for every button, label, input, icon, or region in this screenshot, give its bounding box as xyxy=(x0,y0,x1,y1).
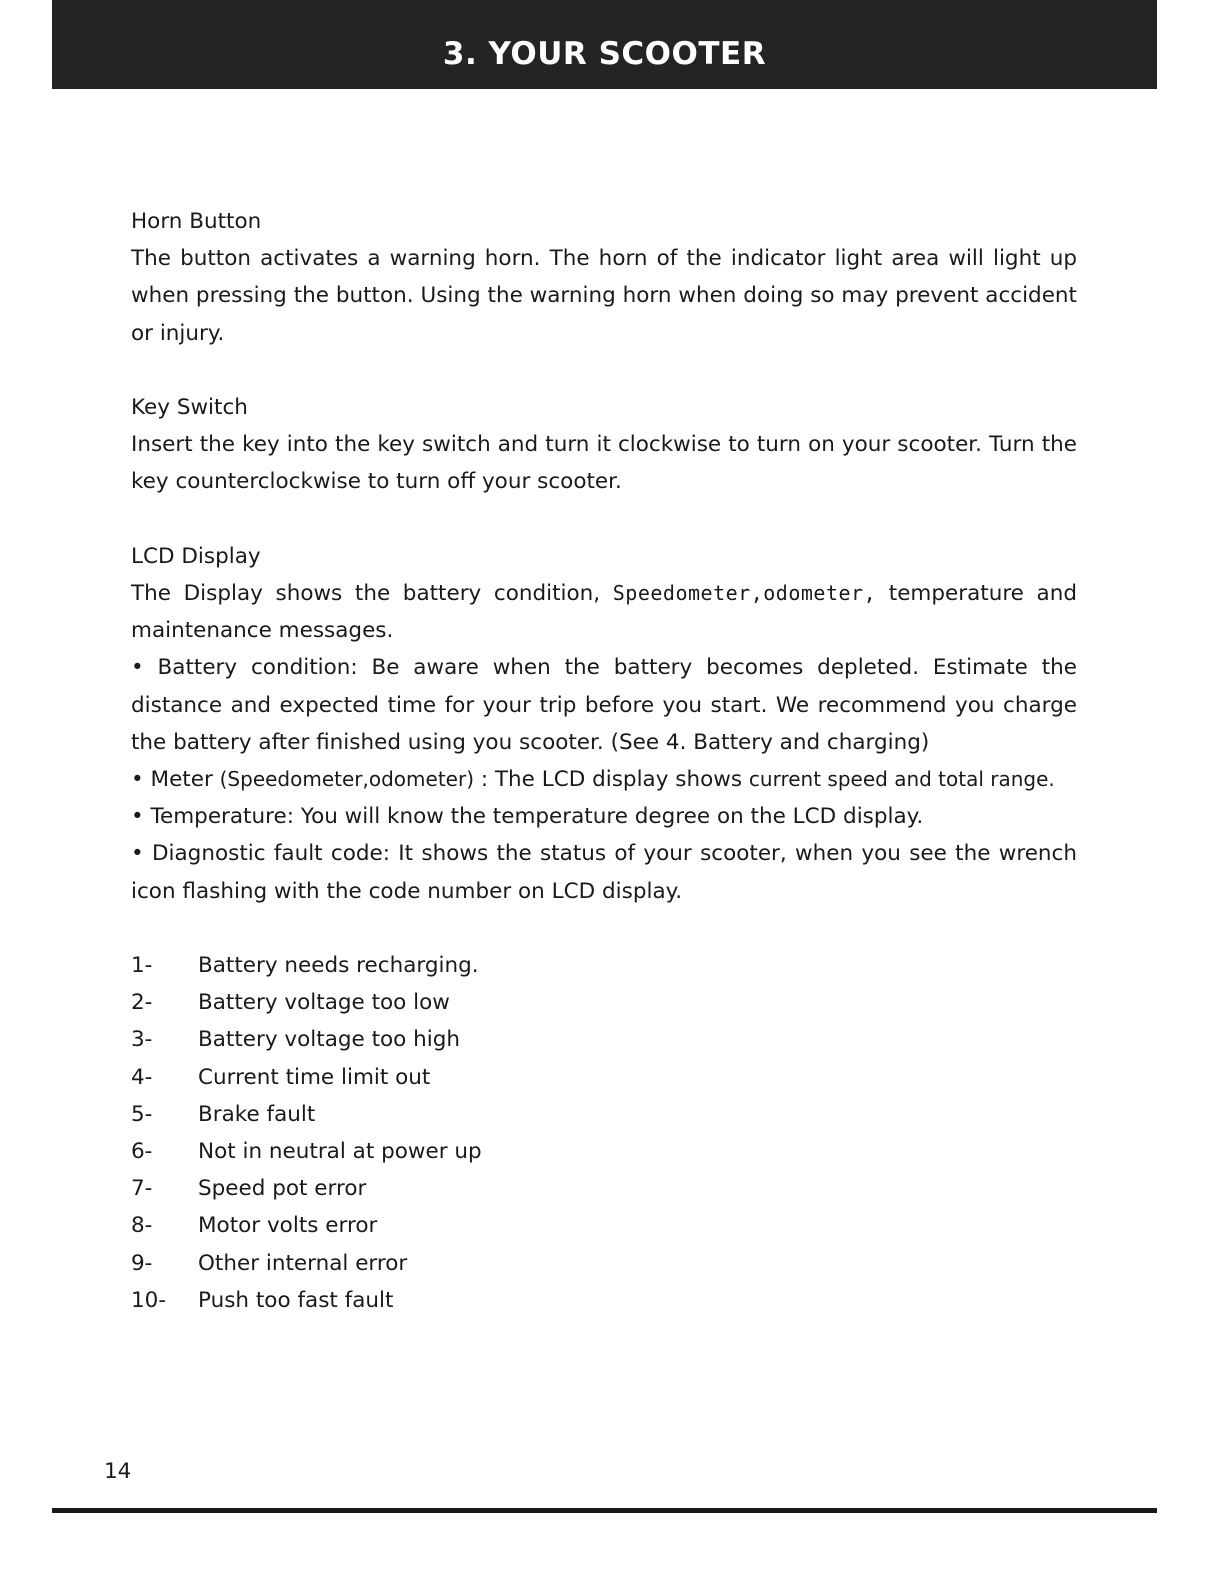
fault-code-text: Current time limit out xyxy=(198,1064,431,1090)
fault-code-text: Motor volts error xyxy=(198,1213,378,1239)
key-section-body: Insert the key into the key switch and turn it clockwise to turn on your scooter. Turn the key counterclockwise to turn off your scooter. xyxy=(131,432,1077,495)
fault-code-item xyxy=(131,947,1077,984)
battery-condition-bullet: • Battery condition: Be aware when the battery becomes depleted. Estimate the distance and expected time for your trip before you start. We recommend you charge the battery after finished using you scooter. (See 4. Battery and charging) xyxy=(131,655,1077,755)
page-title: 3. YOUR SCOOTER xyxy=(442,35,767,72)
fault-code-number: 5- xyxy=(131,1101,153,1127)
lcd-intro-after: temperature and maintenance messages. xyxy=(131,581,1077,644)
horn-section-title: Horn Button xyxy=(131,209,262,234)
fault-code-item xyxy=(131,1021,1077,1058)
diagnostic-bullet: • Diagnostic fault code: It shows the status of your scooter, when you see the wrench icon flashing with the code number on LCD display. xyxy=(131,841,1077,904)
page-number: 14 xyxy=(104,1459,132,1484)
fault-code-text: Other internal error xyxy=(198,1250,408,1276)
fault-code-text: Not in neutral at power up xyxy=(198,1139,482,1165)
fault-code-number: 3- xyxy=(131,1027,153,1053)
fault-code-number: 10- xyxy=(131,1287,167,1313)
fault-code-item xyxy=(131,1170,1077,1207)
fault-code-number: 4- xyxy=(131,1064,153,1090)
meter-mid: : The LCD display shows xyxy=(474,767,749,793)
meter-end: current speed and total range. xyxy=(748,767,1055,792)
fault-code-text: Speed pot error xyxy=(198,1176,367,1202)
fault-code-number: 9- xyxy=(131,1250,153,1276)
fault-code-text: Battery voltage too low xyxy=(198,990,450,1016)
lcd-intro-before: The Display shows the battery condition, xyxy=(131,581,613,606)
fault-code-item xyxy=(131,1282,1077,1319)
fault-code-item xyxy=(131,1059,1077,1096)
header-bar xyxy=(52,0,1157,89)
fault-code-number: 7- xyxy=(131,1176,153,1202)
horn-section-body: The button activates a warning horn. The horn of the indicator light area will light up when pressing the button. Using the warning horn when doing so may prevent accident or injury. xyxy=(131,246,1077,346)
fault-code-number: 2- xyxy=(131,990,153,1016)
fault-code-item xyxy=(131,1096,1077,1133)
meter-paren: (Speedometer,odometer) xyxy=(219,767,474,792)
lcd-section-title: LCD Display xyxy=(131,543,261,569)
lcd-section-intro xyxy=(131,575,1077,649)
lcd-intro-meters: Speedometer,odometer, xyxy=(612,581,877,605)
footer-rule xyxy=(52,1508,1157,1513)
fault-code-text: Battery voltage too high xyxy=(198,1027,461,1053)
fault-code-item xyxy=(131,1245,1077,1282)
key-section-title: Key Switch xyxy=(131,395,248,420)
fault-code-list xyxy=(131,947,1077,1319)
fault-code-text: Push too fast fault xyxy=(198,1287,394,1313)
meter-label: • Meter xyxy=(131,767,220,793)
meter-bullet xyxy=(131,761,1077,798)
fault-code-number: 6- xyxy=(131,1139,153,1165)
content xyxy=(131,203,1077,1319)
fault-code-text: Battery needs recharging. xyxy=(198,953,479,979)
fault-code-item xyxy=(131,1207,1077,1244)
fault-code-number: 1- xyxy=(131,953,153,979)
temperature-bullet: • Temperature: You will know the temperature degree on the LCD display. xyxy=(131,804,924,830)
fault-code-item xyxy=(131,1133,1077,1170)
fault-code-number: 8- xyxy=(131,1213,153,1239)
fault-code-text: Brake fault xyxy=(198,1101,316,1127)
fault-code-item xyxy=(131,984,1077,1021)
